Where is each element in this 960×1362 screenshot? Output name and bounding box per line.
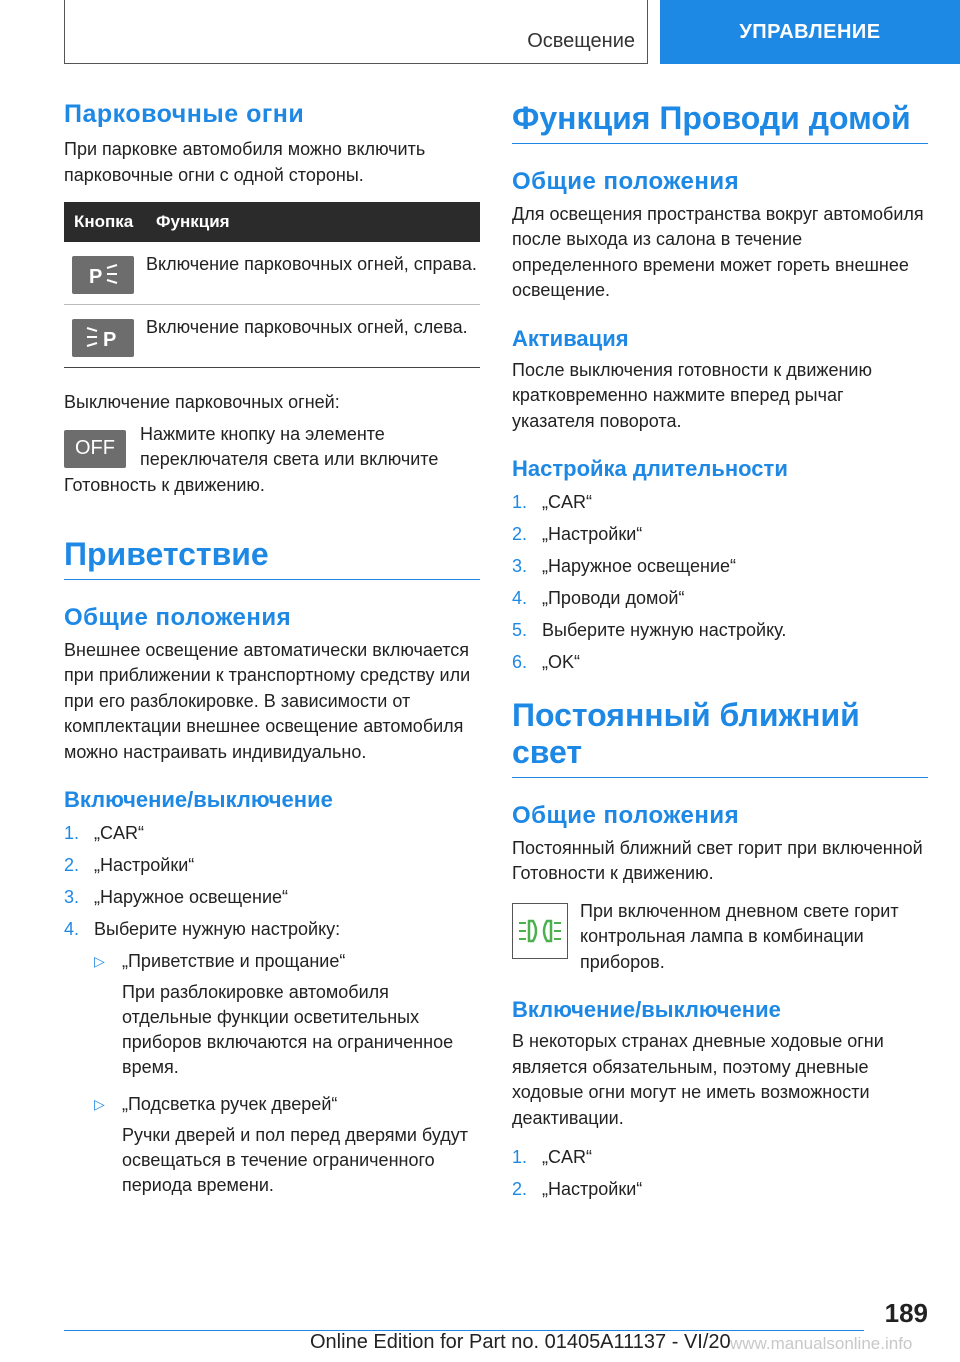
welcome-general-text: Внешнее освещение автоматически включается при приближении к транспортному средству или при его разблокировке. В зависимости от комплектации внешнее освещение автомобиля можно настраивать индивидуально. [64, 639, 471, 762]
parking-light-left-icon [72, 319, 134, 357]
activation-title: Активация [512, 325, 629, 351]
list-item: 5. Выберите нужную настройку. [512, 620, 787, 641]
section-title: Освещение [527, 30, 635, 52]
parking-off-intro: Выключение парковочных огней: [64, 392, 340, 412]
sub-item-description: При разблокировке автомобиля отдельные функции осветительных приборов включаются на ограниченное время. [122, 982, 454, 1078]
home-general-title: Общие положения [512, 167, 740, 195]
home-general-text: Для освещения пространства вокруг автомобиля после выхода из салона в течение определенного времени может гореть внешнее освещение. [512, 203, 924, 301]
off-button-icon: OFF [64, 430, 126, 468]
svg-text:P: P [103, 329, 117, 351]
parking-off-block [64, 422, 480, 499]
welcome-sub-options [94, 949, 480, 1198]
list-item: 1. „CAR“ [512, 1147, 592, 1168]
follow-me-home-title: Функция Проводи домой [512, 100, 928, 144]
triangle-bullet-icon: ▷ [94, 953, 105, 970]
table-row [64, 305, 480, 368]
activation-text: После выключения готовности к движению кратковременно нажмите вперед рычаг указателя поворота. [512, 359, 872, 431]
welcome-onoff-title: Включение/выключение [64, 787, 333, 813]
welcome-title: Приветствие [64, 536, 480, 580]
list-item: 3. „Наружное освещение“ [64, 887, 289, 908]
page-number: 189 [884, 1298, 928, 1328]
chapter-tab[interactable]: УПРАВЛЕНИЕ [660, 0, 960, 64]
table-row [64, 242, 480, 305]
table-header-function: Функция [146, 202, 480, 242]
svg-text:P: P [89, 266, 103, 288]
list-item: 6. „OK“ [512, 652, 580, 673]
welcome-steps-list [64, 821, 480, 942]
footer-edition: Online Edition for Part no. 01405A11137 - VI/20 [310, 1331, 731, 1353]
duration-steps-list [512, 490, 928, 675]
drl-indicator-text: При включенном дневном свете горит контрольная лампа в комбинации приборов. [580, 900, 899, 972]
sub-list-item: ▷ „Подсветка ручек дверей“ [94, 1092, 480, 1117]
parking-lights-intro: При парковке автомобиля можно включить парковочные огни с одной стороны. [64, 139, 426, 185]
table-header-button: Кнопка [64, 202, 146, 242]
list-item: 2. „Настройки“ [64, 855, 195, 876]
triangle-bullet-icon: ▷ [94, 1096, 105, 1113]
parking-lights-title: Парковочные огни [64, 100, 305, 128]
table-cell-function: Включение парковочных огней, справа. [146, 242, 480, 305]
button-function-table [64, 202, 480, 368]
parking-off-text: Нажмите кнопку на элементе переключателя света или включите Готовность к движению. [64, 423, 439, 495]
sub-list-item: ▷ „Приветствие и прощание“ [94, 949, 480, 974]
sub-item-description: Ручки дверей и пол перед дверями будут освещаться в течение ограниченного периода времени. [122, 1125, 468, 1196]
dipped-onoff-title: Включение/выключение [512, 997, 781, 1023]
list-item: 2. „Настройки“ [512, 524, 643, 545]
list-item: 1. „CAR“ [512, 492, 592, 513]
daytime-running-light-icon [512, 903, 568, 959]
left-column [64, 100, 480, 1198]
drl-indicator-block [512, 899, 928, 976]
right-column [512, 100, 928, 1209]
dipped-general-title: Общие положения [512, 801, 740, 829]
dipped-beam-title: Постоянный ближний свет [512, 697, 928, 778]
list-item: 4. „Проводи домой“ [512, 588, 685, 609]
table-cell-function: Включение парковочных огней, слева. [146, 305, 480, 368]
list-item: 3. „Наружное освещение“ [512, 556, 737, 577]
dipped-onoff-text: В некоторых странах дневные ходовые огни является обязательным, поэтому дневные ходовые огни могут не иметь возможности деактивации. [512, 1031, 884, 1128]
duration-title: Настройка длительности [512, 456, 788, 482]
parking-light-right-icon [72, 256, 134, 294]
watermark: www.manualsonline.info [730, 1334, 913, 1353]
header-section-box [64, 0, 648, 64]
list-item: 2. „Настройки“ [512, 1179, 643, 1200]
list-item: 1. „CAR“ [64, 823, 144, 844]
dipped-steps-list [512, 1145, 928, 1202]
dipped-general-text: Постоянный ближний свет горит при включенной Готовности к движению. [512, 837, 923, 884]
welcome-general-title: Общие положения [64, 603, 292, 631]
list-item: 4. Выберите нужную настройку: [64, 919, 341, 940]
